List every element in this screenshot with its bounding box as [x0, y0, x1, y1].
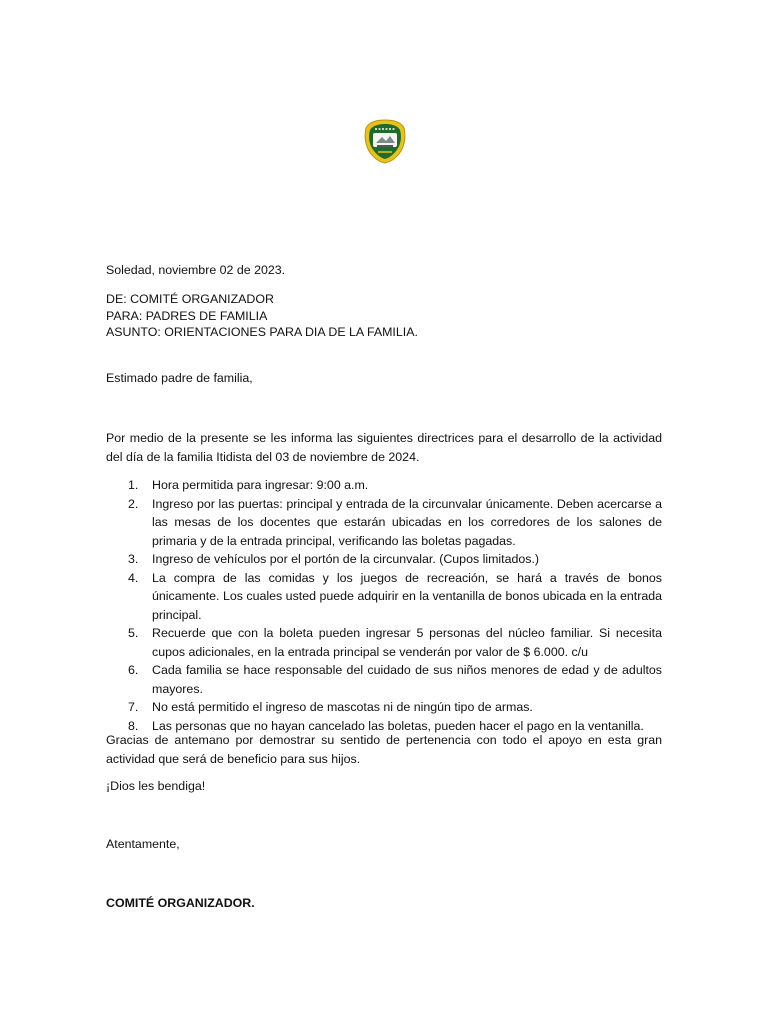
list-item	[106, 569, 662, 625]
school-crest-logo	[363, 118, 407, 164]
date-line: Soledad, noviembre 02 de 2023.	[106, 263, 286, 277]
salutation: Estimado padre de familia,	[106, 371, 253, 385]
item-text: Ingreso por las puertas: principal y entrada de la circunvalar únicamente. Deben acercarse a las mesas de los docentes que estarán ubicadas en los corredores de los salones de primaria y de la entrada principal, verificando las boletas pagadas.	[152, 496, 662, 548]
signature: COMITÉ ORGANIZADOR.	[106, 896, 255, 910]
item-text: Hora permitida para ingresar: 9:00 a.m.	[152, 478, 369, 492]
list-item	[106, 550, 662, 569]
letter-header	[106, 291, 662, 341]
blessing-line: ¡Dios les bendiga!	[106, 779, 206, 793]
list-item	[106, 661, 662, 698]
item-number: 4.	[128, 570, 139, 585]
intro-paragraph: Por medio de la presente se les informa las siguientes directrices para el desarrollo de la actividad del día de la familia Itidista del 03 de noviembre de 2024.	[106, 431, 662, 464]
item-number: 6.	[128, 663, 139, 677]
item-text: Las personas que no hayan cancelado las boletas, pueden hacer el pago en la ventanilla.	[152, 718, 644, 733]
subject-line: ASUNTO: ORIENTACIONES PARA DIA DE LA FAMILIA.	[106, 325, 418, 339]
list-item	[106, 495, 662, 551]
from-line: DE: COMITÉ ORGANIZADOR	[106, 292, 274, 306]
item-text: La compra de las comidas y los juegos de recreación, se hará a través de bonos únicamente. Los cuales usted puede adquirir en la ventanilla de bonos ubicada en la entrada principal.	[152, 570, 662, 622]
item-number: 5.	[128, 626, 139, 640]
item-number: 7.	[128, 700, 139, 714]
item-text: No está permitido el ingreso de mascotas ni de ningún tipo de armas.	[152, 700, 533, 714]
item-number: 2.	[128, 496, 139, 511]
item-text: Recuerde que con la boleta pueden ingresar 5 personas del núcleo familiar. Si necesita cupos adicionales, en la entrada principal se venderán por valor de $ 6.000. c/u	[152, 626, 662, 659]
thanks-paragraph: Gracias de antemano por demostrar su sentido de pertenencia con todo el apoyo en esta gran actividad que será de beneficio para sus hijos.	[106, 733, 662, 766]
school-crest-icon	[363, 118, 407, 164]
directives-list	[106, 476, 662, 735]
item-number: 8.	[128, 718, 139, 733]
to-line: PARA: PADRES DE FAMILIA	[106, 308, 268, 323]
list-item	[106, 476, 662, 495]
item-number: 1.	[128, 478, 139, 492]
item-text: Cada familia se hace responsable del cuidado de sus niños menores de edad y de adultos mayores.	[152, 663, 662, 696]
closing-line: Atentamente,	[106, 837, 180, 851]
list-item	[106, 624, 662, 661]
list-item	[106, 698, 662, 717]
item-text: Ingreso de vehículos por el portón de la circunvalar. (Cupos limitados.)	[152, 552, 540, 566]
item-number: 3.	[128, 552, 139, 566]
